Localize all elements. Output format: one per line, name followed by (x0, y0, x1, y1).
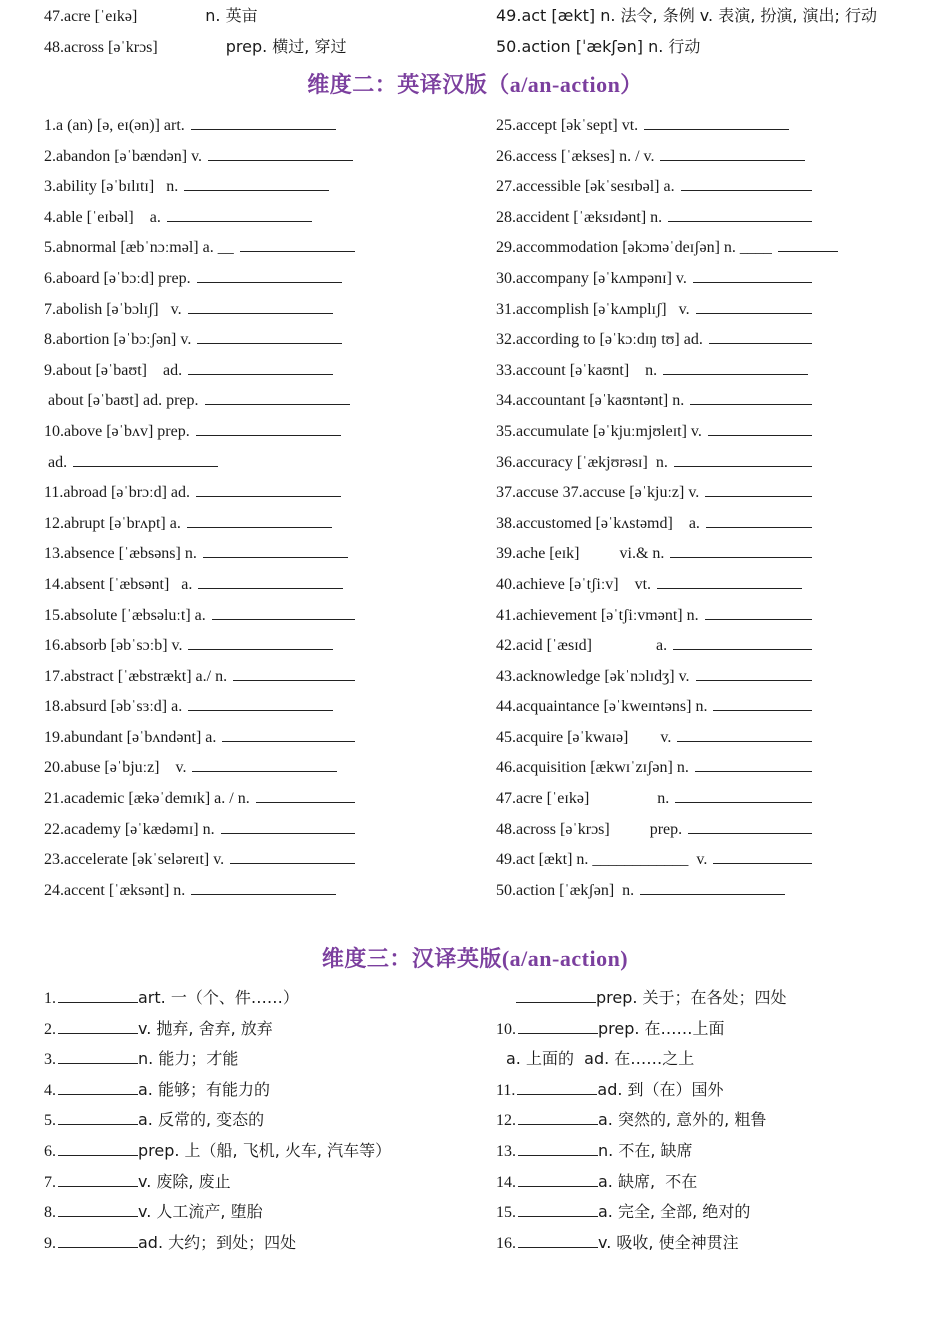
answer-blank[interactable] (713, 862, 812, 864)
answer-blank[interactable] (696, 312, 812, 314)
answer-blank[interactable] (690, 403, 812, 405)
list-item (44, 784, 464, 815)
word-entry: 40.achieve [əˈtʃiːv] vt. (496, 575, 652, 593)
word-entry: 28.accident [ˈæksɪdənt] n. (496, 208, 663, 226)
word-entry: 11.abroad [əˈbrɔːd] ad. (44, 484, 190, 502)
list-item (496, 815, 936, 846)
item-number: 3. (44, 1051, 56, 1069)
list-item (44, 31, 464, 62)
list-item (44, 815, 464, 846)
word-entry: 42.acid [ˈæsɪd] a. (496, 637, 668, 655)
word-entry: 8.abortion [əˈbɔːʃən] v. (44, 331, 192, 349)
list-item (44, 295, 464, 326)
word-entry: 7.abolish [əˈbɔlɪʃ] v. (44, 300, 182, 318)
list-item (496, 692, 936, 723)
answer-blank[interactable] (663, 373, 808, 375)
word-entry: 9.about [əˈbaʊt] ad. (44, 361, 183, 379)
answer-blank[interactable] (221, 832, 355, 834)
item-number: 8. (44, 1204, 56, 1222)
item-number: 11. (496, 1081, 516, 1099)
word-entry: 13.absence [ˈæbsəns] n. (44, 545, 197, 563)
word-entry: 18.absurd [əbˈsɜːd] a. (44, 698, 183, 716)
word-entry: 6.aboard [əˈbɔːd] prep. (44, 269, 191, 287)
word-definition: v. 人工流产, 堕胎 (138, 1202, 263, 1222)
list-item (44, 142, 464, 173)
list-item (496, 1044, 936, 1075)
answer-blank[interactable] (187, 526, 332, 528)
list-item (496, 233, 936, 264)
word-entry: 1.a (an) [ə, eɪ(ən)] art. (44, 117, 185, 134)
word-entry: 41.achievement [əˈtʃiːvmənt] n. (496, 606, 699, 624)
list-item (496, 1167, 936, 1198)
section-title: 维度二：英译汉版（a/an-action） (307, 72, 643, 97)
list-item (44, 386, 464, 417)
word-entry: 48.across [əˈkrɔs] prep. (496, 820, 683, 838)
answer-blank[interactable] (58, 1215, 138, 1217)
answer-blank[interactable] (518, 1185, 598, 1187)
list-item (44, 723, 464, 754)
answer-blank[interactable] (681, 189, 812, 191)
word-entry: 21.academic [ækəˈdemɪk] a. / n. (44, 790, 250, 808)
word-entry: 45.acquire [əˈkwaɪə] v. (496, 728, 672, 746)
answer-blank[interactable] (198, 587, 343, 589)
word-entry: 20.abuse [əˈbjuːz] v. (44, 759, 187, 777)
word-entry: 19.abundant [əˈbʌndənt] a. (44, 728, 217, 746)
list-item (44, 1075, 474, 1106)
list-item (496, 876, 936, 907)
list-item (496, 631, 936, 662)
answer-blank[interactable] (518, 1215, 598, 1217)
word-entry: 50.action [ˈækʃən] n. 行动 (496, 37, 701, 56)
answer-blank[interactable] (205, 403, 350, 405)
answer-blank[interactable] (208, 159, 353, 161)
word-entry: 24.accent [ˈæksənt] n. (44, 881, 186, 899)
word-entry: 49.act [ækt] n. 法令, 条例 v. 表演, 扮演, 演出; 行动 (496, 6, 878, 25)
answer-blank[interactable] (660, 159, 805, 161)
list-item (44, 509, 464, 540)
word-entry: 36.accuracy [ˈækjʊrəsɪ] n. (496, 453, 668, 471)
answer-blank[interactable] (58, 1246, 138, 1248)
list-item (44, 448, 464, 479)
list-item (44, 172, 464, 203)
word-entry: about [əˈbaʊt] ad. prep. (44, 392, 199, 410)
list-item (44, 1105, 474, 1136)
section2-left-column (44, 111, 464, 906)
word-entry: 26.access [ˈækses] n. / v. (496, 147, 655, 165)
word-definition: n. 英亩 (205, 6, 258, 25)
answer-blank[interactable] (713, 709, 812, 711)
word-entry: 17.abstract [ˈæbstrækt] a./ n. (44, 667, 228, 685)
list-item (496, 111, 936, 142)
word-entry: 22.academy [əˈkædəmɪ] n. (44, 820, 215, 838)
answer-blank[interactable] (197, 281, 342, 283)
word-entry: 31.accomplish [əˈkʌmplɪʃ] v. (496, 300, 690, 318)
answer-blank[interactable] (518, 1154, 598, 1156)
word-entry: 15.absolute [ˈæbsəluːt] a. (44, 606, 206, 624)
list-item (44, 1014, 474, 1045)
answer-blank[interactable] (705, 495, 812, 497)
item-number: 14. (496, 1173, 516, 1191)
list-item (496, 0, 936, 31)
list-item (496, 356, 936, 387)
list-item (496, 753, 936, 784)
word-definition: a. 能够；有能力的 (138, 1079, 270, 1099)
answer-blank[interactable] (58, 1062, 138, 1064)
answer-blank[interactable] (668, 220, 812, 222)
list-item (496, 417, 936, 448)
list-item (44, 203, 464, 234)
list-item (496, 142, 936, 173)
list-item (44, 753, 464, 784)
answer-blank[interactable] (677, 740, 812, 742)
answer-blank[interactable] (657, 587, 802, 589)
item-number: 13. (496, 1142, 516, 1160)
item-number: 2. (44, 1020, 56, 1038)
top-left-column (44, 0, 464, 62)
word-definition: a. 反常的, 变态的 (138, 1110, 265, 1130)
list-item (496, 784, 936, 815)
word-entry: 47.acre [ˈeɪkə] (44, 8, 138, 25)
answer-blank[interactable] (58, 1032, 138, 1034)
item-number: 4. (44, 1081, 56, 1099)
answer-blank[interactable] (203, 556, 348, 558)
section3-left-column (44, 983, 474, 1258)
answer-blank[interactable] (58, 1093, 138, 1095)
word-definition: n. 不在, 缺席 (598, 1140, 693, 1160)
list-item (44, 1136, 474, 1167)
answer-blank[interactable] (167, 220, 312, 222)
answer-blank[interactable] (708, 434, 812, 436)
list-item (44, 692, 464, 723)
answer-blank[interactable] (188, 373, 333, 375)
list-item (44, 539, 464, 570)
item-number: 6. (44, 1142, 56, 1160)
list-item (496, 478, 936, 509)
list-item (496, 1228, 936, 1259)
word-entry: 2.abandon [əˈbændən] v. (44, 147, 203, 165)
word-definition: a. 上面的 ad. 在……之上 (506, 1049, 695, 1069)
answer-blank[interactable] (673, 648, 812, 650)
list-item (44, 0, 464, 31)
list-item (44, 356, 464, 387)
list-item (496, 662, 936, 693)
answer-blank[interactable] (705, 618, 812, 620)
word-entry: 43.acknowledge [əkˈnɔlɪdʒ] v. (496, 667, 690, 685)
word-definition: a. 突然的, 意外的, 粗鲁 (598, 1110, 767, 1130)
list-item (496, 203, 936, 234)
word-entry: 34.accountant [əˈkaʊntənt] n. (496, 392, 685, 410)
answer-blank[interactable] (184, 189, 329, 191)
list-item (44, 1167, 474, 1198)
answer-blank[interactable] (674, 465, 812, 467)
word-entry: 10.above [əˈbʌv] prep. (44, 422, 190, 440)
word-entry: 12.abrupt [əˈbrʌpt] a. (44, 514, 181, 532)
word-entry: 50.action [ˈækʃən] n. (496, 881, 635, 899)
word-definition: a. 缺席, 不在 (598, 1171, 698, 1191)
list-item (496, 570, 936, 601)
answer-blank[interactable] (196, 434, 341, 436)
item-number: 9. (44, 1234, 56, 1252)
list-item (44, 478, 464, 509)
answer-blank[interactable] (675, 801, 812, 803)
word-entry: 23.accelerate [əkˈseləreɪt] v. (44, 851, 225, 869)
answer-blank[interactable] (709, 342, 812, 344)
word-entry: 16.absorb [əbˈsɔːb] v. (44, 637, 183, 655)
word-entry: 44.acquaintance [əˈkweɪntəns] n. (496, 698, 708, 716)
answer-blank[interactable] (233, 679, 355, 681)
word-definition: prep. 关于；在各处；四处 (596, 988, 787, 1007)
answer-blank[interactable] (230, 862, 355, 864)
answer-blank[interactable] (518, 1032, 598, 1034)
answer-blank[interactable] (58, 1154, 138, 1156)
word-definition: n. 能力；才能 (138, 1049, 239, 1069)
list-item (44, 1228, 474, 1259)
list-item (44, 631, 464, 662)
word-entry: 30.accompany [əˈkʌmpənɪ] v. (496, 269, 687, 287)
item-number: 5. (44, 1112, 56, 1130)
section2-right-column (496, 111, 936, 906)
answer-blank[interactable] (688, 832, 812, 834)
top-right-column (496, 0, 936, 62)
word-entry: 4.able [ˈeɪbəl] a. (44, 208, 161, 226)
word-entry: 29.accommodation [əkɔməˈdeɪʃən] n. ____ (496, 239, 772, 257)
section3-right-column (496, 983, 936, 1258)
word-entry: 25.accept [əkˈsept] vt. (496, 117, 639, 134)
item-number: 15. (496, 1204, 516, 1222)
answer-blank[interactable] (191, 893, 336, 895)
word-entry: 27.accessible [əkˈsesɪbəl] a. (496, 178, 675, 196)
item-number: 7. (44, 1173, 56, 1191)
answer-blank[interactable] (188, 709, 333, 711)
list-item (496, 31, 936, 62)
answer-blank[interactable] (188, 312, 333, 314)
list-item (44, 662, 464, 693)
item-number: 12. (496, 1112, 516, 1130)
section-title: 维度三：汉译英版(a/an-action) (321, 946, 629, 971)
word-entry: 49.act [ækt] n. ____________ v. (496, 851, 708, 869)
answer-blank[interactable] (240, 250, 355, 252)
word-entry: ad. (44, 453, 68, 471)
word-definition: v. 废除, 废止 (138, 1171, 231, 1191)
list-item (44, 983, 474, 1014)
answer-blank[interactable] (518, 1123, 598, 1125)
word-entry: 14.absent [ˈæbsənt] a. (44, 575, 193, 593)
answer-blank[interactable] (73, 465, 218, 467)
list-item (496, 448, 936, 479)
answer-blank[interactable] (58, 1185, 138, 1187)
word-entry: 3.ability [əˈbɪlɪtɪ] n. (44, 178, 179, 196)
word-entry: 38.accustomed [əˈkʌstəmd] a. (496, 514, 700, 532)
list-item (44, 601, 464, 632)
answer-blank[interactable] (196, 495, 341, 497)
word-definition: art. 一（个、件……） (138, 988, 299, 1007)
answer-blank[interactable] (192, 770, 337, 772)
list-item (496, 1136, 936, 1167)
answer-blank[interactable] (644, 128, 789, 130)
word-definition: ad. 到（在）国外 (597, 1079, 724, 1099)
answer-blank[interactable] (778, 250, 838, 252)
answer-blank[interactable] (188, 648, 333, 650)
list-item (44, 264, 464, 295)
list-item (496, 1014, 936, 1045)
list-item (44, 570, 464, 601)
answer-blank[interactable] (670, 556, 812, 558)
answer-blank[interactable] (518, 1246, 598, 1248)
answer-blank[interactable] (695, 770, 812, 772)
list-item (496, 1105, 936, 1136)
list-item (44, 325, 464, 356)
answer-blank[interactable] (58, 1123, 138, 1125)
list-item (44, 876, 464, 907)
list-item (44, 1044, 474, 1075)
word-definition: v. 吸收, 使全神贯注 (598, 1232, 739, 1252)
word-entry: 48.across [əˈkrɔs] (44, 39, 158, 56)
list-item (496, 983, 936, 1014)
answer-blank[interactable] (696, 679, 812, 681)
list-item (44, 417, 464, 448)
list-item (496, 723, 936, 754)
list-item (44, 233, 464, 264)
item-number: 16. (496, 1234, 516, 1252)
word-entry: 32.according to [əˈkɔːdɪŋ tʊ] ad. (496, 331, 703, 349)
answer-blank[interactable] (191, 128, 336, 130)
list-item (496, 325, 936, 356)
word-entry: 46.acquisition [ækwɪˈzɪʃən] n. (496, 759, 689, 777)
word-entry: 47.acre [ˈeɪkə] n. (496, 790, 670, 808)
list-item (496, 1075, 936, 1106)
list-item (496, 295, 936, 326)
word-definition: prep. 上（船, 飞机, 火车, 汽车等） (138, 1140, 392, 1160)
answer-blank[interactable] (640, 893, 785, 895)
word-entry: 37.accuse 37.accuse [əˈkjuːz] v. (496, 484, 700, 502)
answer-blank[interactable] (517, 1093, 597, 1095)
word-definition: a. 完全, 全部, 绝对的 (598, 1202, 751, 1222)
answer-blank[interactable] (706, 526, 812, 528)
word-definition: ad. 大约；到处；四处 (138, 1232, 297, 1252)
answer-blank[interactable] (693, 281, 812, 283)
word-entry: 35.accumulate [əˈkjuːmjʊleɪt] v. (496, 422, 702, 440)
item-number: 10. (496, 1020, 516, 1038)
answer-blank[interactable] (212, 618, 355, 620)
item-number: 1. (44, 990, 56, 1007)
word-definition: prep. 在……上面 (598, 1018, 725, 1038)
word-definition: v. 抛弃, 舍弃, 放弃 (138, 1018, 273, 1038)
word-definition: prep. 横过, 穿过 (225, 37, 347, 56)
word-entry: 5.abnormal [æbˈnɔːməl] a. __ (44, 239, 234, 257)
list-item (44, 1197, 474, 1228)
list-item (496, 172, 936, 203)
list-item (496, 1197, 936, 1228)
list-item (496, 264, 936, 295)
list-item (44, 111, 464, 142)
list-item (496, 539, 936, 570)
list-item (496, 845, 936, 876)
answer-blank[interactable] (256, 801, 355, 803)
list-item (496, 386, 936, 417)
answer-blank[interactable] (197, 342, 342, 344)
list-item (496, 509, 936, 540)
answer-blank[interactable] (58, 1001, 138, 1003)
list-item (44, 845, 464, 876)
word-entry: 33.account [əˈkaʊnt] n. (496, 361, 658, 379)
answer-blank[interactable] (516, 1001, 596, 1003)
list-item (496, 601, 936, 632)
word-entry: 39.ache [eɪk] vi.& n. (496, 545, 665, 563)
answer-blank[interactable] (222, 740, 355, 742)
